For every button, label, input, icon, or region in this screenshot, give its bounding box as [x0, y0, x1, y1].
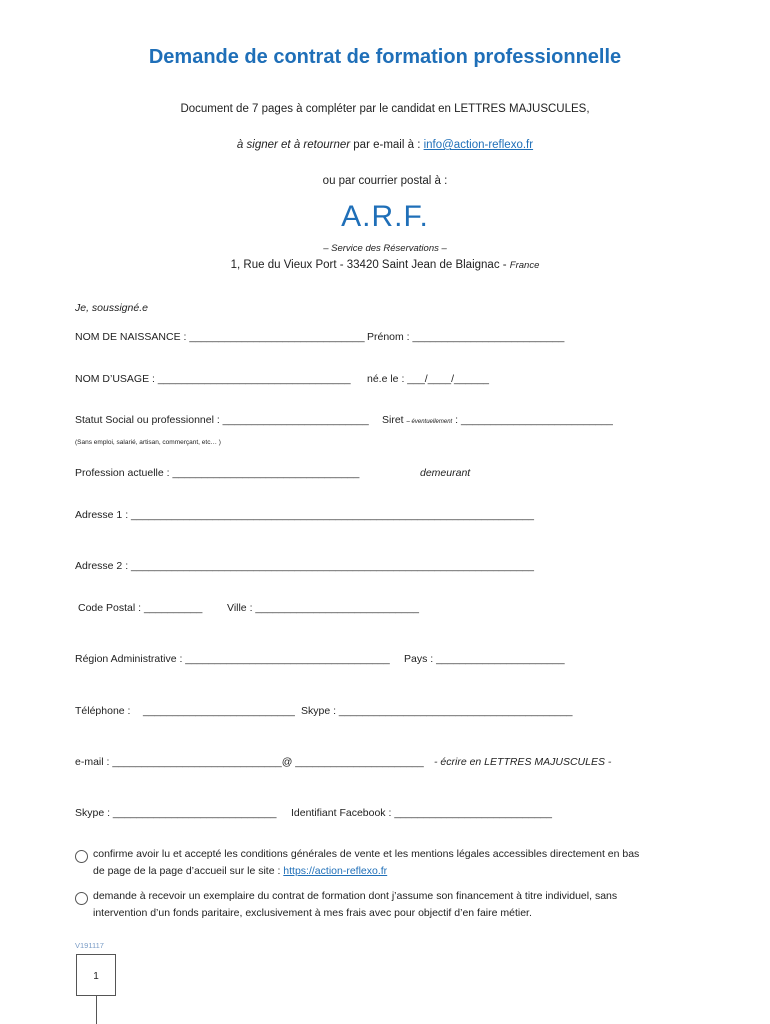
siret-blank: : __________________________: [455, 414, 613, 426]
profession-field[interactable]: Profession actuelle : ________________________________: [75, 467, 360, 479]
siret-note: – éventuellement: [406, 419, 453, 425]
terms-site-link[interactable]: https://action-reflexo.fr: [283, 865, 388, 877]
request-contract-radio[interactable]: [75, 892, 88, 905]
page-rule: [96, 996, 97, 1024]
prenom-field[interactable]: Prénom : __________________________: [367, 331, 565, 343]
nom-naissance-field[interactable]: NOM DE NAISSANCE : ______________________________: [75, 331, 365, 343]
skype-field-2[interactable]: Skype : ____________________________: [75, 807, 277, 819]
ville-field[interactable]: Ville : ____________________________: [227, 602, 419, 614]
email-note: - écrire en LETTRES MAJUSCULES -: [434, 756, 612, 768]
document-title: Demande de contrat de formation professionnelle: [148, 46, 622, 68]
telephone-field[interactable]: __________________________: [143, 705, 295, 717]
skype-field-1[interactable]: Skype : ________________________________________: [301, 705, 573, 717]
request-contract-text: demande à recevoir un exemplaire du contrat de formation dont j’assume son financement à titre individuel, sans intervention d’un fonds paritaire, exclusivement à mes frais avec pour objectif d’en faire métier.: [93, 890, 618, 919]
adresse1-field[interactable]: Adresse 1 : _____________________________________________________________________: [75, 509, 534, 521]
region-field[interactable]: Région Administrative : ___________________________________: [75, 653, 390, 665]
facebook-field[interactable]: Identifiant Facebook : ___________________________: [291, 807, 552, 819]
demeurant-label: demeurant: [420, 467, 471, 479]
accept-terms-text: [93, 846, 653, 880]
org-name: A.R.F.: [341, 200, 429, 233]
statut-note: (Sans emploi, salarié, artisan, commerçant, etc… ): [75, 439, 221, 446]
intro-line-3: ou par courrier postal à :: [322, 175, 448, 187]
email-field[interactable]: e-mail : _____________________________@ ______________________: [75, 756, 424, 768]
statut-field[interactable]: Statut Social ou professionnel : _________________________: [75, 414, 369, 426]
intro-line-2: [0, 139, 770, 151]
pays-field[interactable]: Pays : ______________________: [404, 653, 565, 665]
siret-label: Siret: [382, 414, 404, 426]
page-number-box: [76, 954, 116, 996]
page-number: 1: [93, 971, 99, 982]
org-country: France: [509, 260, 540, 271]
org-service: – Service des Réservations –: [323, 243, 447, 254]
version-label: V191117: [75, 941, 104, 950]
siret-field[interactable]: [382, 414, 613, 426]
birthdate-field[interactable]: né.e le : ___/____/______: [367, 373, 490, 385]
org-address: [0, 259, 770, 271]
intro-by-email: par e-mail à :: [353, 139, 421, 151]
email-link[interactable]: info@action-reflexo.fr: [423, 139, 534, 151]
code-postal-field[interactable]: Code Postal : __________: [78, 602, 203, 614]
intro-sign-return: à signer et à retourner: [236, 139, 351, 151]
adresse2-field[interactable]: Adresse 2 : _____________________________________________________________________: [75, 560, 534, 572]
soussigne-label: Je, soussigné.e: [75, 302, 148, 314]
intro-line-1: Document de 7 pages à compléter par le candidat en LETTRES MAJUSCULES,: [180, 103, 590, 115]
accept-terms-label: confirme avoir lu et accepté les conditions générales de vente et les mentions légales accessibles directement en bas de page de la page d’accueil sur le site :: [93, 848, 640, 877]
telephone-label: Téléphone :: [75, 705, 131, 717]
nom-usage-field[interactable]: NOM D’USAGE : _________________________________: [75, 373, 351, 385]
org-street: 1, Rue du Vieux Port - 33420 Saint Jean de Blaignac -: [230, 259, 507, 271]
accept-terms-radio[interactable]: [75, 850, 88, 863]
